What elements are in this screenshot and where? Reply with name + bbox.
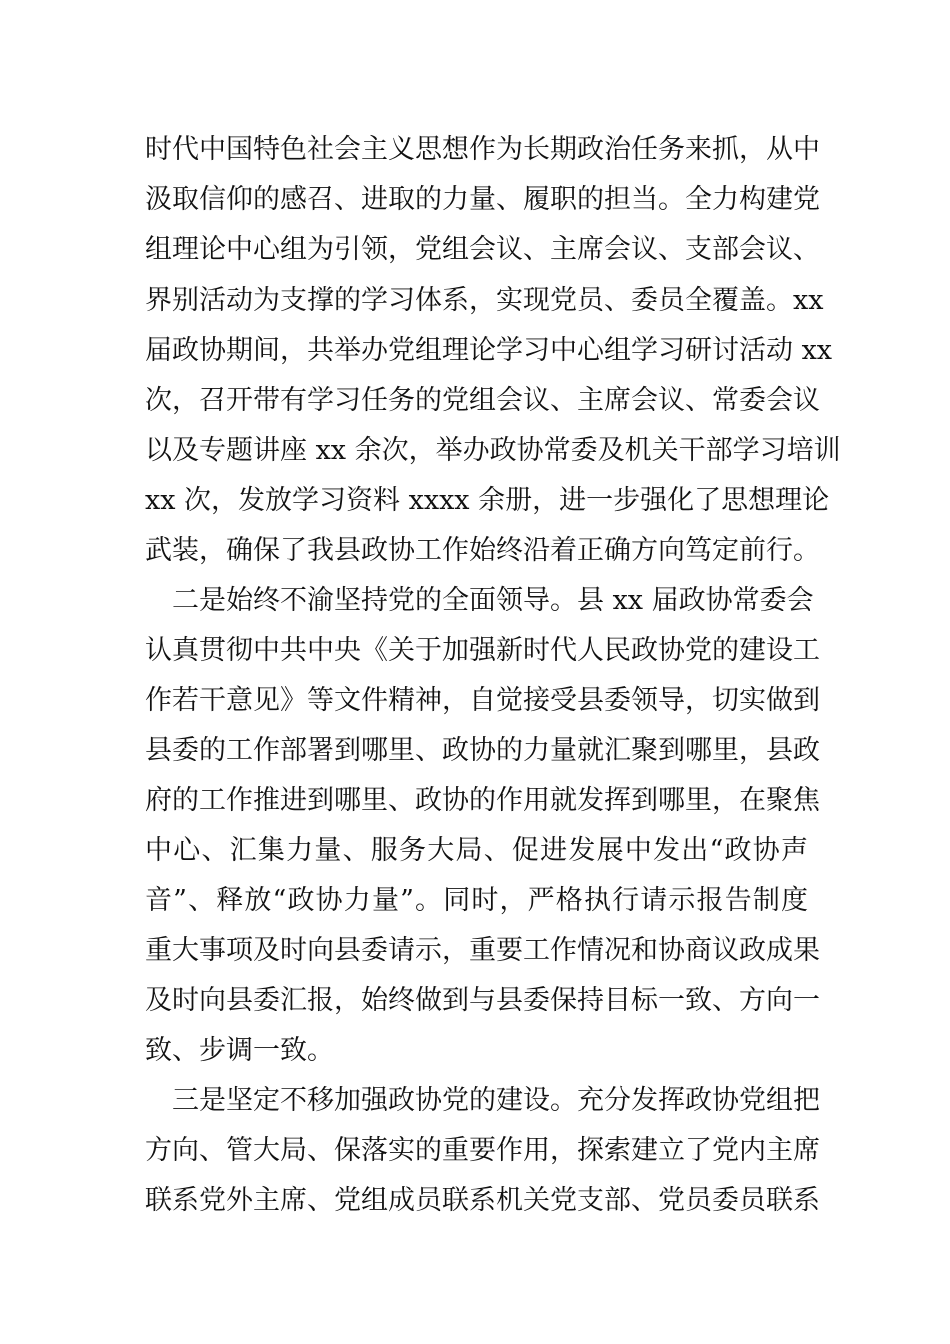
text-line-6: 次，召开带有学习任务的党组会议、主席会议、常委会议 <box>145 385 820 416</box>
text-line-22: 联系党外主席、党组成员联系机关党支部、党员委员联系 <box>145 1185 820 1216</box>
text-line-16: 音”、释放“政协力量”。同时，严格执行请示报告制度 <box>145 885 808 916</box>
text-line-10: 二是始终不渝坚持党的全面领导。县 xx 届政协常委会 <box>145 585 814 616</box>
text-line-8: xx 次，发放学习资料 xxxx 余册，进一步强化了思想理论 <box>145 485 830 516</box>
text-line-20: 三是坚定不移加强政协党的建设。充分发挥政协党组把 <box>145 1085 820 1116</box>
text-line-7: 以及专题讲座 xx 余次，举办政协常委及机关干部学习培训 <box>145 435 841 466</box>
text-line-19: 致、步调一致。 <box>145 1035 334 1066</box>
text-line-5: 届政协期间，共举办党组理论学习中心组学习研讨活动 xx <box>145 335 833 366</box>
text-line-13: 县委的工作部署到哪里、政协的力量就汇聚到哪里，县政 <box>145 735 820 766</box>
text-line-21: 方向、管大局、保落实的重要作用，探索建立了党内主席 <box>145 1135 820 1166</box>
text-line-12: 作若干意见》等文件精神，自觉接受县委领导，切实做到 <box>145 685 820 716</box>
text-line-9: 武装，确保了我县政协工作始终沿着正确方向笃定前行。 <box>145 535 820 566</box>
text-line-3: 组理论中心组为引领，党组会议、主席会议、支部会议、 <box>145 234 820 265</box>
text-line-11: 认真贯彻中共中央《关于加强新时代人民政协党的建设工 <box>145 635 820 666</box>
text-line-14: 府的工作推进到哪里、政协的作用就发挥到哪里，在聚焦 <box>145 785 820 816</box>
text-line-15: 中心、汇集力量、服务大局、促进发展中发出“政协声 <box>145 835 808 866</box>
text-line-2: 汲取信仰的感召、进取的力量、履职的担当。全力构建党 <box>145 184 820 215</box>
text-line-17: 重大事项及时向县委请示，重要工作情况和协商议政成果 <box>145 935 820 966</box>
text-line-4: 界别活动为支撑的学习体系，实现党员、委员全覆盖。xx <box>145 285 824 316</box>
text-line-18: 及时向县委汇报，始终做到与县委保持目标一致、方向一 <box>145 985 820 1016</box>
text-line-1: 时代中国特色社会主义思想作为长期政治任务来抓，从中 <box>145 134 820 165</box>
